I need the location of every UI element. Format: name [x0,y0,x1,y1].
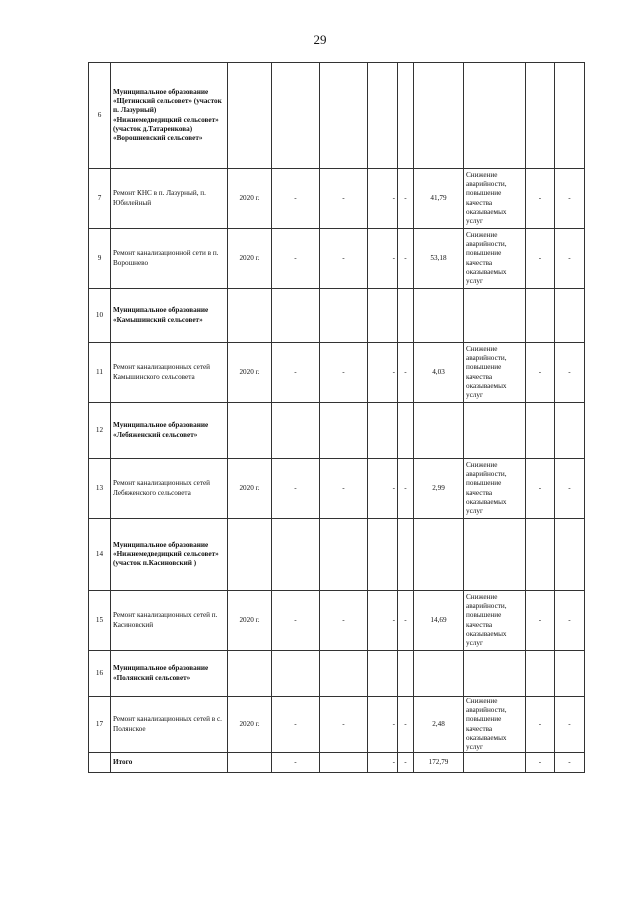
row-effect [464,519,526,591]
row-amount: 4,03 [414,343,464,403]
row-number: 17 [89,697,111,753]
program-table [88,62,585,773]
row-col-2: - [320,591,368,651]
row-col-4: - [398,591,414,651]
row-col-2: - [320,459,368,519]
row-col-3 [368,651,398,697]
row-effect: Снижение аварийности, повышение качества оказываемых услуг [464,169,526,229]
row-col-6 [555,519,585,591]
row-col-2 [320,753,368,773]
row-year: 2020 г. [228,169,272,229]
row-name: Ремонт канализационных сетей в с. Полянское [111,697,228,753]
row-col-4 [398,63,414,169]
row-col-6: - [555,591,585,651]
row-col-4: - [398,697,414,753]
row-col-1: - [272,753,320,773]
row-effect: Снижение аварийности, повышение качества оказываемых услуг [464,459,526,519]
row-amount: 2,48 [414,697,464,753]
row-col-6 [555,651,585,697]
row-name: Ремонт КНС в п. Лазурный, п. Юбилейный [111,169,228,229]
row-col-1 [272,651,320,697]
row-col-5 [526,403,555,459]
row-year [228,403,272,459]
row-col-5: - [526,697,555,753]
row-number: 7 [89,169,111,229]
row-col-6: - [555,169,585,229]
row-col-4: - [398,169,414,229]
row-col-5: - [526,229,555,289]
row-col-2: - [320,343,368,403]
row-col-1 [272,403,320,459]
row-col-5: - [526,459,555,519]
row-col-2: - [320,697,368,753]
page-number: 29 [313,32,327,47]
row-col-6: - [555,753,585,773]
table-row [89,403,585,459]
row-col-2: - [320,169,368,229]
row-name: Муниципальное образование «Полянский сельсовет» [111,651,228,697]
row-col-4: - [398,753,414,773]
row-year [228,651,272,697]
row-effect: Снижение аварийности, повышение качества оказываемых услуг [464,697,526,753]
row-effect: Снижение аварийности, повышение качества оказываемых услуг [464,343,526,403]
row-col-4: - [398,459,414,519]
row-year [228,63,272,169]
row-amount [414,651,464,697]
row-col-2 [320,289,368,343]
row-col-3: - [368,753,398,773]
row-number [89,753,111,773]
row-amount: 172,79 [414,753,464,773]
row-col-6 [555,403,585,459]
row-col-6: - [555,229,585,289]
row-col-5: - [526,753,555,773]
row-year: 2020 г. [228,343,272,403]
row-col-2 [320,651,368,697]
row-amount: 41,79 [414,169,464,229]
row-col-1: - [272,229,320,289]
row-number: 14 [89,519,111,591]
row-col-2 [320,63,368,169]
row-effect [464,753,526,773]
row-name: Ремонт канализационных сетей Камышинского сельсовета [111,343,228,403]
row-effect [464,289,526,343]
row-col-4 [398,519,414,591]
row-number: 9 [89,229,111,289]
row-col-1: - [272,169,320,229]
table-row [89,753,585,773]
row-col-3: - [368,343,398,403]
row-year: 2020 г. [228,459,272,519]
table-row [89,591,585,651]
row-col-2 [320,403,368,459]
row-col-3: - [368,591,398,651]
row-amount: 14,69 [414,591,464,651]
row-effect: Снижение аварийности, повышение качества оказываемых услуг [464,591,526,651]
row-col-1: - [272,697,320,753]
row-col-4 [398,289,414,343]
table-row [89,459,585,519]
row-effect [464,651,526,697]
row-number: 6 [89,63,111,169]
row-col-6: - [555,697,585,753]
table-row [89,169,585,229]
table-row [89,229,585,289]
row-number: 12 [89,403,111,459]
row-amount [414,403,464,459]
row-name: Ремонт канализационной сети в п. Ворошнево [111,229,228,289]
row-number: 16 [89,651,111,697]
row-amount: 2,99 [414,459,464,519]
row-col-1: - [272,459,320,519]
row-effect [464,403,526,459]
row-amount [414,63,464,169]
row-year [228,289,272,343]
row-year: 2020 г. [228,229,272,289]
row-col-1: - [272,343,320,403]
row-col-5 [526,289,555,343]
table-row [89,697,585,753]
row-col-4 [398,651,414,697]
row-name: Ремонт канализационных сетей п. Касиновский [111,591,228,651]
row-number: 10 [89,289,111,343]
row-col-3 [368,289,398,343]
row-col-5: - [526,169,555,229]
row-col-6: - [555,343,585,403]
row-col-5 [526,519,555,591]
row-col-3: - [368,459,398,519]
row-col-3: - [368,229,398,289]
row-year [228,519,272,591]
row-name: Муниципальное образование «Лебяженский сельсовет» [111,403,228,459]
row-col-5 [526,651,555,697]
row-name: Муниципальное образование «Камышинский сельсовет» [111,289,228,343]
table-row [89,651,585,697]
row-col-3 [368,519,398,591]
row-col-1: - [272,591,320,651]
row-col-5: - [526,343,555,403]
row-year: 2020 г. [228,697,272,753]
row-col-4 [398,403,414,459]
row-col-6 [555,63,585,169]
row-name: Муниципальное образование «Нижнемедведицкий сельсовет» (участок п.Касиновский ) [111,519,228,591]
row-col-2 [320,519,368,591]
row-col-3: - [368,697,398,753]
row-col-3 [368,63,398,169]
row-amount: 53,18 [414,229,464,289]
table-row [89,289,585,343]
table-body [89,63,585,773]
row-col-1 [272,519,320,591]
row-number: 13 [89,459,111,519]
row-effect: Снижение аварийности, повышение качества оказываемых услуг [464,229,526,289]
row-amount [414,289,464,343]
row-amount [414,519,464,591]
row-col-3: - [368,169,398,229]
table-row [89,343,585,403]
row-col-3 [368,403,398,459]
row-year [228,753,272,773]
table-row [89,519,585,591]
row-col-2: - [320,229,368,289]
row-col-1 [272,289,320,343]
row-col-4: - [398,229,414,289]
row-col-5 [526,63,555,169]
row-name: Ремонт канализационных сетей Лебяженского сельсовета [111,459,228,519]
row-name: Итого [111,753,228,773]
row-col-4: - [398,343,414,403]
row-number: 11 [89,343,111,403]
row-col-5: - [526,591,555,651]
row-col-6 [555,289,585,343]
row-col-1 [272,63,320,169]
row-name: Муниципальное образование «Щетинский сельсовет» (участок п. Лазурный) «Нижнемедведицкий сельсовет» (участок д.Татаренкова) «Ворошневский сельсовет» [111,63,228,169]
row-col-6: - [555,459,585,519]
table-row [89,63,585,169]
row-year: 2020 г. [228,591,272,651]
row-effect [464,63,526,169]
row-number: 15 [89,591,111,651]
